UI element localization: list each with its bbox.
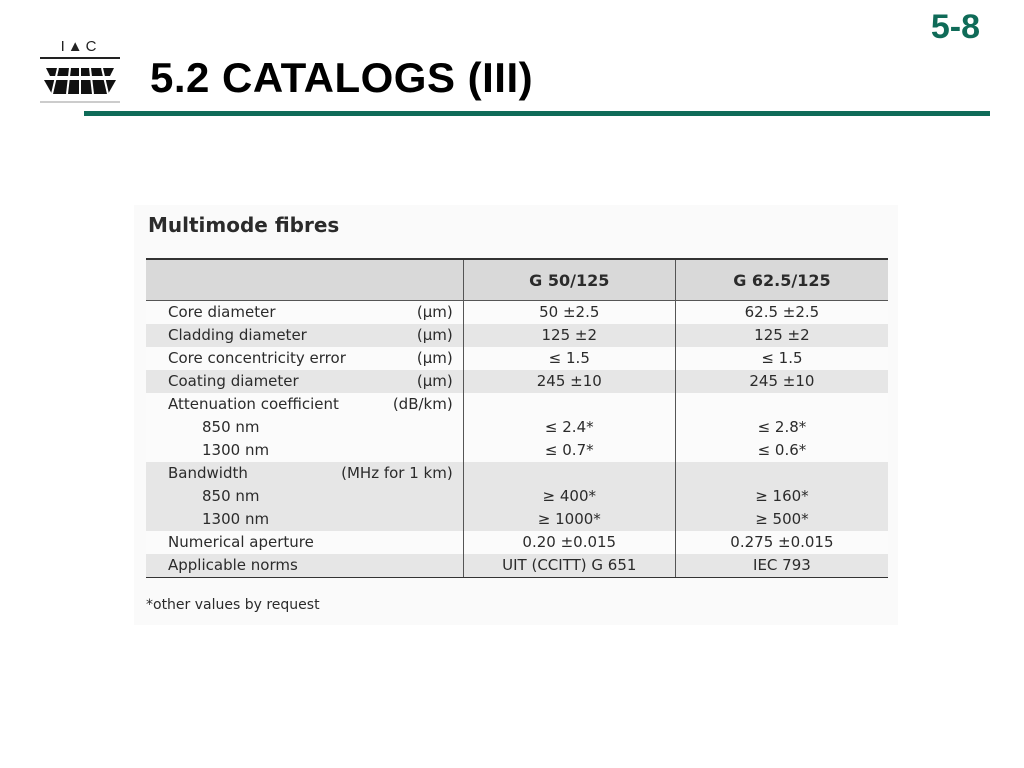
- value-cell: ≤ 2.4*: [463, 416, 675, 439]
- value-cell: 0.20 ±0.015: [463, 531, 675, 554]
- table-row: [146, 301, 888, 325]
- table-header-row: [146, 259, 888, 301]
- value-cell: [675, 393, 888, 416]
- column-header-g625: G 62.5/125: [675, 259, 888, 301]
- param-label: Core diameter: [168, 303, 276, 321]
- param-cell: [146, 370, 463, 393]
- param-unit: (dB/km): [392, 395, 453, 413]
- table-row: [146, 554, 888, 578]
- table-row: [146, 393, 888, 416]
- catalog-heading: Multimode fibres: [148, 213, 340, 237]
- value-cell: ≥ 160*: [675, 485, 888, 508]
- table-row: [146, 462, 888, 485]
- value-cell: 125 ±2: [463, 324, 675, 347]
- slide-number: 5-8: [930, 8, 980, 46]
- table-row: [146, 439, 888, 462]
- value-cell: [463, 462, 675, 485]
- table-row: [146, 508, 888, 531]
- value-cell: 245 ±10: [675, 370, 888, 393]
- param-label: Cladding diameter: [168, 326, 307, 344]
- param-label: 1300 nm: [202, 510, 270, 528]
- iac-logo: [38, 38, 122, 110]
- value-cell: ≥ 500*: [675, 508, 888, 531]
- table-row: [146, 347, 888, 370]
- table-footnote: *other values by request: [146, 597, 320, 613]
- param-cell: [146, 485, 463, 508]
- table-row: [146, 324, 888, 347]
- param-label: Bandwidth: [168, 464, 248, 482]
- logo-text: I▲C: [60, 38, 100, 55]
- table-row: [146, 416, 888, 439]
- title-divider: [84, 111, 990, 116]
- value-cell: 62.5 ±2.5: [675, 301, 888, 325]
- value-cell: 125 ±2: [675, 324, 888, 347]
- param-unit: (µm): [416, 372, 453, 390]
- value-cell: [675, 462, 888, 485]
- param-cell: [146, 324, 463, 347]
- param-label: Numerical aperture: [168, 533, 314, 551]
- value-cell: IEC 793: [675, 554, 888, 578]
- value-cell: ≤ 0.7*: [463, 439, 675, 462]
- param-cell: [146, 508, 463, 531]
- value-cell: ≥ 400*: [463, 485, 675, 508]
- param-cell: [146, 439, 463, 462]
- value-cell: UIT (CCITT) G 651: [463, 554, 675, 578]
- param-cell: [146, 416, 463, 439]
- value-cell: ≤ 1.5: [463, 347, 675, 370]
- param-label: Applicable norms: [168, 556, 298, 574]
- param-label: Core concentricity error: [168, 349, 346, 367]
- slide-title: 5.2 CATALOGS (III): [150, 54, 534, 101]
- param-unit: (µm): [416, 303, 453, 321]
- param-label: 850 nm: [202, 487, 260, 505]
- value-cell: ≤ 0.6*: [675, 439, 888, 462]
- param-label: Attenuation coefficient: [168, 395, 339, 413]
- param-label: 1300 nm: [202, 441, 270, 459]
- catalog-image: [134, 205, 898, 625]
- table-row: [146, 370, 888, 393]
- param-cell: [146, 347, 463, 370]
- param-unit: (µm): [416, 349, 453, 367]
- value-cell: 0.275 ±0.015: [675, 531, 888, 554]
- param-cell: [146, 554, 463, 578]
- param-cell: [146, 531, 463, 554]
- value-cell: ≤ 2.8*: [675, 416, 888, 439]
- param-label: Coating diameter: [168, 372, 299, 390]
- param-unit: (MHz for 1 km): [341, 464, 453, 482]
- logo-emblem-icon: [38, 54, 122, 110]
- value-cell: [463, 393, 675, 416]
- column-header-g50: G 50/125: [463, 259, 675, 301]
- param-cell: [146, 393, 463, 416]
- param-unit: (µm): [416, 326, 453, 344]
- fibre-spec-table: [146, 258, 888, 578]
- param-cell: [146, 462, 463, 485]
- param-cell: [146, 301, 463, 325]
- param-label: 850 nm: [202, 418, 260, 436]
- table-row: [146, 485, 888, 508]
- value-cell: ≤ 1.5: [675, 347, 888, 370]
- value-cell: 245 ±10: [463, 370, 675, 393]
- value-cell: ≥ 1000*: [463, 508, 675, 531]
- value-cell: 50 ±2.5: [463, 301, 675, 325]
- column-header-parameter: [146, 259, 463, 301]
- table-row: [146, 531, 888, 554]
